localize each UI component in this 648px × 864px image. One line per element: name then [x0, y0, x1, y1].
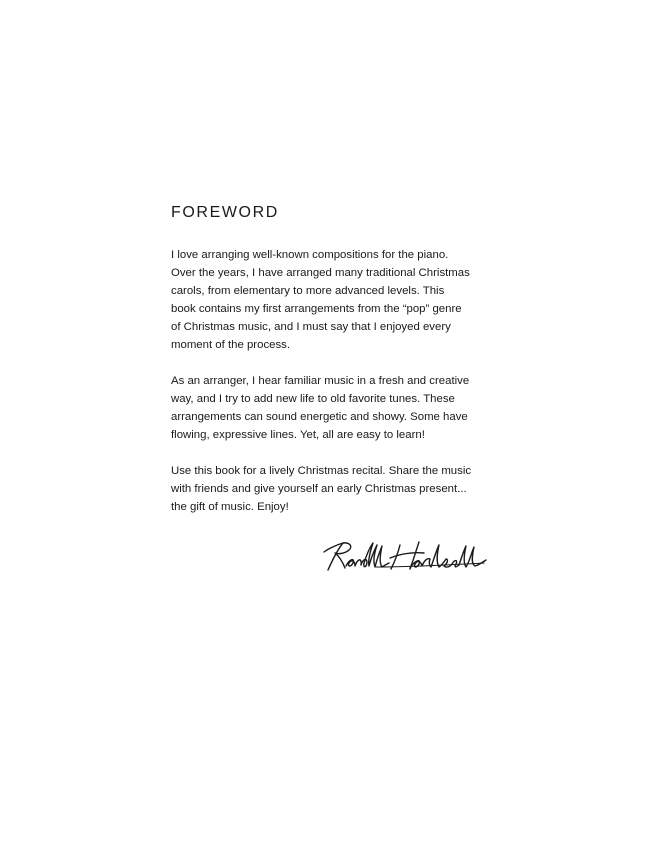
text-line: Over the years, I have arranged many traditional Christmas [171, 267, 470, 279]
text-line: flowing, expressive lines. Yet, all are easy to learn! [171, 429, 425, 441]
text-line: arrangements can sound energetic and showy. Some have [171, 411, 468, 423]
signature [318, 537, 490, 575]
text-line: I love arranging well-known compositions for the piano. [171, 249, 449, 261]
text-line: carols, from elementary to more advanced levels. This [171, 285, 445, 297]
paragraph-3 [171, 462, 501, 516]
text-line: book contains my first arrangements from the “pop” genre [171, 303, 462, 315]
page-title: FOREWORD [171, 204, 279, 221]
text-line: way, and I try to add new life to old favorite tunes. These [171, 393, 455, 405]
text-line: of Christmas music, and I must say that I enjoyed every [171, 321, 451, 333]
paragraph-2 [171, 372, 501, 444]
text-line: with friends and give yourself an early Christmas present... [171, 483, 467, 495]
text-line: As an arranger, I hear familiar music in a fresh and creative [171, 375, 470, 387]
text-line: Use this book for a lively Christmas recital. Share the music [171, 465, 472, 477]
text-line: the gift of music. Enjoy! [171, 501, 289, 513]
paragraph-1 [171, 246, 501, 354]
foreword-body [171, 246, 501, 534]
text-line: moment of the process. [171, 339, 291, 351]
